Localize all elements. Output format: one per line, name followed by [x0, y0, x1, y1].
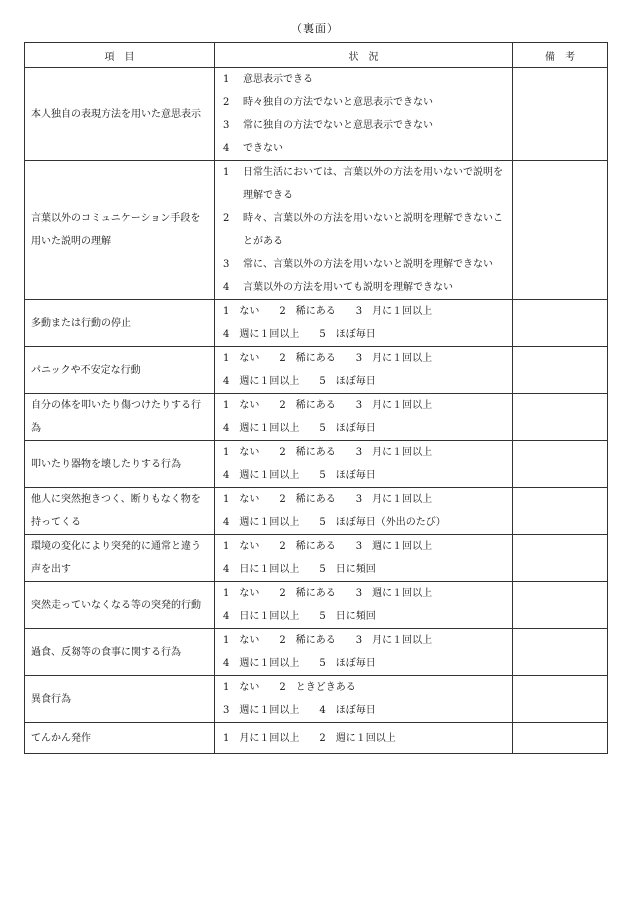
status-line: 1 ない 2 ときどきある — [223, 682, 356, 693]
row-item-label: 言葉以外のコミュニケーション手段を用いた説明の理解 — [25, 161, 215, 300]
row-note — [513, 535, 608, 582]
status-line: 1 ない 2 稀にある 3 月に１回以上 — [223, 447, 433, 458]
row-note — [513, 68, 608, 161]
status-line: 1 ない 2 稀にある 3 月に１回以上 — [223, 635, 433, 646]
status-line: 4 週に１回以上 5 ほぼ毎日 — [223, 376, 376, 387]
status-line: 4 週に１回以上 5 ほぼ毎日 — [223, 470, 376, 481]
table-row — [25, 68, 608, 161]
header-item: 項 目 — [25, 43, 215, 68]
table-row — [25, 300, 608, 347]
status-line: 4 週に１回以上 5 ほぼ毎日 — [223, 423, 376, 434]
row-note — [513, 723, 608, 754]
option-text: 日常生活においては、言葉以外の方法を用いないで説明を理解できる — [243, 167, 503, 201]
table-row — [25, 582, 608, 629]
row-item-label: 多動または行動の停止 — [25, 300, 215, 347]
header-status: 状 況 — [215, 43, 513, 68]
row-note — [513, 161, 608, 300]
row-item-label: 過食、反芻等の食事に関する行為 — [25, 629, 215, 676]
option-text: 言葉以外の方法を用いても説明を理解できない — [243, 282, 453, 293]
status-option — [215, 114, 512, 137]
status-option — [215, 68, 512, 91]
table-row — [25, 676, 608, 723]
row-status — [215, 629, 513, 676]
option-number: 1 — [223, 167, 230, 178]
status-line: 4 週に１回以上 5 ほぼ毎日（外出のたび） — [223, 517, 446, 528]
row-status — [215, 441, 513, 488]
row-item-label: 異食行為 — [25, 676, 215, 723]
row-item-label: てんかん発作 — [25, 723, 215, 754]
row-status — [215, 68, 513, 161]
row-note — [513, 676, 608, 723]
option-number: 1 — [223, 74, 230, 85]
status-option — [215, 253, 512, 276]
row-status — [215, 394, 513, 441]
status-line: 1 ない 2 稀にある 3 週に１回以上 — [223, 541, 433, 552]
status-line: 1 ない 2 稀にある 3 月に１回以上 — [223, 353, 433, 364]
row-item-label: 環境の変化により突発的に通常と違う声を出す — [25, 535, 215, 582]
status-line: 4 日に１回以上 5 日に頻回 — [223, 564, 376, 575]
status-line: 4 日に１回以上 5 日に頻回 — [223, 611, 376, 622]
option-number: 2 — [223, 213, 230, 224]
table-row — [25, 488, 608, 535]
status-option — [215, 161, 512, 207]
option-text: 常に、言葉以外の方法を用いないと説明を理解できない — [243, 259, 493, 270]
header-row — [25, 43, 608, 68]
status-line: 1 ない 2 稀にある 3 月に１回以上 — [223, 400, 433, 411]
option-number: 3 — [223, 120, 230, 131]
status-line: 4 週に１回以上 5 ほぼ毎日 — [223, 658, 376, 669]
status-option — [215, 276, 512, 299]
row-status — [215, 723, 513, 754]
row-item-label: パニックや不安定な行動 — [25, 347, 215, 394]
status-line: 4 週に１回以上 5 ほぼ毎日 — [223, 329, 376, 340]
status-option — [215, 91, 512, 114]
option-text: 常に独自の方法でないと意思表示できない — [243, 120, 433, 131]
status-line: 1 ない 2 稀にある 3 週に１回以上 — [223, 588, 433, 599]
assessment-table — [24, 42, 608, 754]
option-text: 意思表示できる — [243, 74, 313, 85]
header-note: 備 考 — [513, 43, 608, 68]
table-row — [25, 161, 608, 300]
status-option — [215, 137, 512, 160]
row-item-label: 叩いたり器物を壊したりする行為 — [25, 441, 215, 488]
row-note — [513, 629, 608, 676]
row-item-label: 他人に突然抱きつく、断りもなく物を持ってくる — [25, 488, 215, 535]
option-number: 3 — [223, 259, 230, 270]
table-row — [25, 535, 608, 582]
option-text: 時々独自の方法でないと意思表示できない — [243, 97, 433, 108]
row-item-label: 本人独自の表現方法を用いた意思表示 — [25, 68, 215, 161]
status-line: 3 週に１回以上 4 ほぼ毎日 — [223, 705, 376, 716]
table-row — [25, 347, 608, 394]
status-line: 1 ない 2 稀にある 3 月に１回以上 — [223, 306, 433, 317]
row-status — [215, 161, 513, 300]
table-row — [25, 441, 608, 488]
option-number: 4 — [223, 143, 230, 154]
table-row — [25, 394, 608, 441]
status-line: 1 月に１回以上 2 週に１回以上 — [223, 732, 396, 744]
row-status — [215, 347, 513, 394]
row-status — [215, 582, 513, 629]
option-text: できない — [243, 143, 283, 154]
row-status — [215, 676, 513, 723]
option-number: 2 — [223, 97, 230, 108]
status-line: 1 ない 2 稀にある 3 月に１回以上 — [223, 494, 433, 505]
row-note — [513, 394, 608, 441]
row-status — [215, 535, 513, 582]
page-side-label: （裏面） — [291, 22, 339, 35]
table-row — [25, 629, 608, 676]
row-status — [215, 488, 513, 535]
option-text: 時々、言葉以外の方法を用いないと説明を理解できないことがある — [243, 213, 503, 247]
option-number: 4 — [223, 282, 230, 293]
row-status — [215, 300, 513, 347]
row-item-label: 突然走っていなくなる等の突発的行動 — [25, 582, 215, 629]
row-note — [513, 441, 608, 488]
table-row — [25, 723, 608, 754]
status-option — [215, 207, 512, 253]
row-note — [513, 582, 608, 629]
row-item-label: 自分の体を叩いたり傷つけたりする行為 — [25, 394, 215, 441]
row-note — [513, 488, 608, 535]
row-note — [513, 347, 608, 394]
row-note — [513, 300, 608, 347]
